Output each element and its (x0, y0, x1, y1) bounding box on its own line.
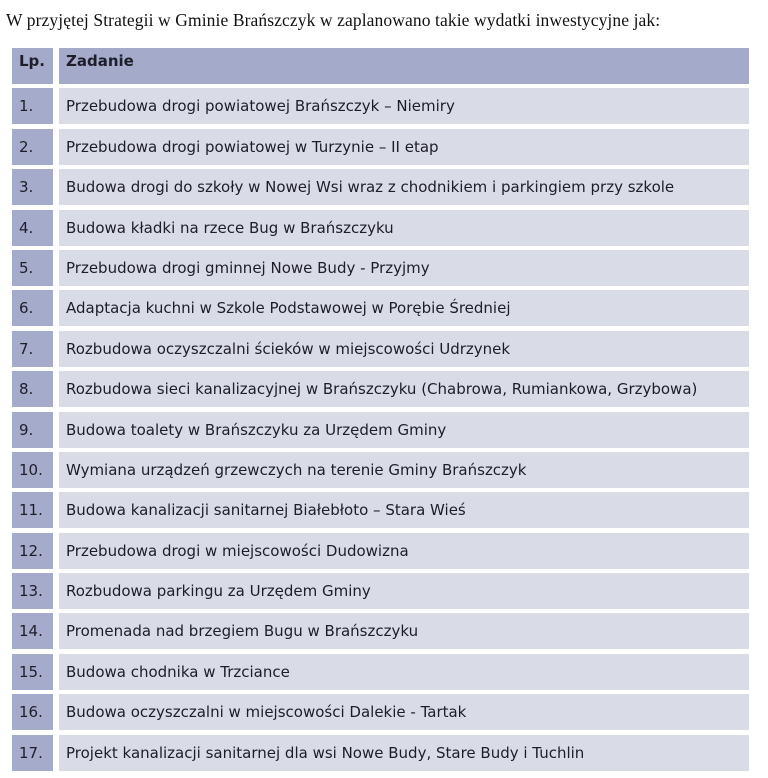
row-number: 17. (12, 735, 53, 771)
row-task: Rozbudowa parkingu za Urzędem Gminy (59, 573, 749, 609)
intro-paragraph: W przyjętej Strategii w Gminie Brańszczyk w zaplanowano takie wydatki inwestycyjne jak: (6, 10, 661, 30)
row-task: Budowa drogi do szkoły w Nowej Wsi wraz z chodnikiem i parkingiem przy szkole (59, 169, 749, 205)
row-number: 10. (12, 452, 53, 488)
table-row (12, 492, 749, 528)
row-task: Adaptacja kuchni w Szkole Podstawowej w Porębie Średniej (59, 290, 749, 326)
row-task: Budowa kładki na rzece Bug w Brańszczyku (59, 210, 749, 246)
row-task: Rozbudowa oczyszczalni ścieków w miejscowości Udrzynek (59, 331, 749, 367)
row-number: 11. (12, 492, 53, 528)
row-task: Przebudowa drogi powiatowej Brańszczyk – Niemiry (59, 88, 749, 124)
row-number: 4. (12, 210, 53, 246)
row-number: 2. (12, 129, 53, 165)
header-number: Lp. (12, 48, 53, 84)
row-task: Budowa oczyszczalni w miejscowości Dalekie - Tartak (59, 694, 749, 730)
row-number: 15. (12, 654, 53, 690)
row-task: Budowa toalety w Brańszczyku za Urzędem Gminy (59, 412, 749, 448)
table-row (12, 573, 749, 609)
row-number: 14. (12, 613, 53, 649)
table-row (12, 613, 749, 649)
table-row (12, 412, 749, 448)
row-task: Przebudowa drogi w miejscowości Dudowizna (59, 533, 749, 569)
table-row (12, 533, 749, 569)
row-task: Przebudowa drogi gminnej Nowe Budy - Przyjmy (59, 250, 749, 286)
row-task: Przebudowa drogi powiatowej w Turzynie – II etap (59, 129, 749, 165)
table-row (12, 694, 749, 730)
row-number: 8. (12, 371, 53, 407)
row-task: Budowa kanalizacji sanitarnej Białebłoto – Stara Wieś (59, 492, 749, 528)
table-row (12, 331, 749, 367)
table-row (12, 210, 749, 246)
row-number: 16. (12, 694, 53, 730)
table-row (12, 290, 749, 326)
table-row (12, 250, 749, 286)
table-row (12, 371, 749, 407)
row-number: 5. (12, 250, 53, 286)
row-task: Rozbudowa sieci kanalizacyjnej w Brańszczyku (Chabrowa, Rumiankowa, Grzybowa) (59, 371, 749, 407)
row-number: 1. (12, 88, 53, 124)
table-row (12, 735, 749, 771)
row-task: Budowa chodnika w Trzciance (59, 654, 749, 690)
investment-table (12, 48, 749, 775)
table-row (12, 129, 749, 165)
table-row (12, 88, 749, 124)
row-number: 6. (12, 290, 53, 326)
row-task: Projekt kanalizacji sanitarnej dla wsi Nowe Budy, Stare Budy i Tuchlin (59, 735, 749, 771)
table-row (12, 452, 749, 488)
row-number: 13. (12, 573, 53, 609)
table-row (12, 654, 749, 690)
row-number: 3. (12, 169, 53, 205)
table-row (12, 169, 749, 205)
header-task: Zadanie (59, 48, 749, 84)
row-task: Wymiana urządzeń grzewczych na terenie Gminy Brańszczyk (59, 452, 749, 488)
row-task: Promenada nad brzegiem Bugu w Brańszczyku (59, 613, 749, 649)
row-number: 12. (12, 533, 53, 569)
row-number: 9. (12, 412, 53, 448)
table-body (12, 88, 749, 770)
table-header-row (12, 48, 749, 84)
row-number: 7. (12, 331, 53, 367)
